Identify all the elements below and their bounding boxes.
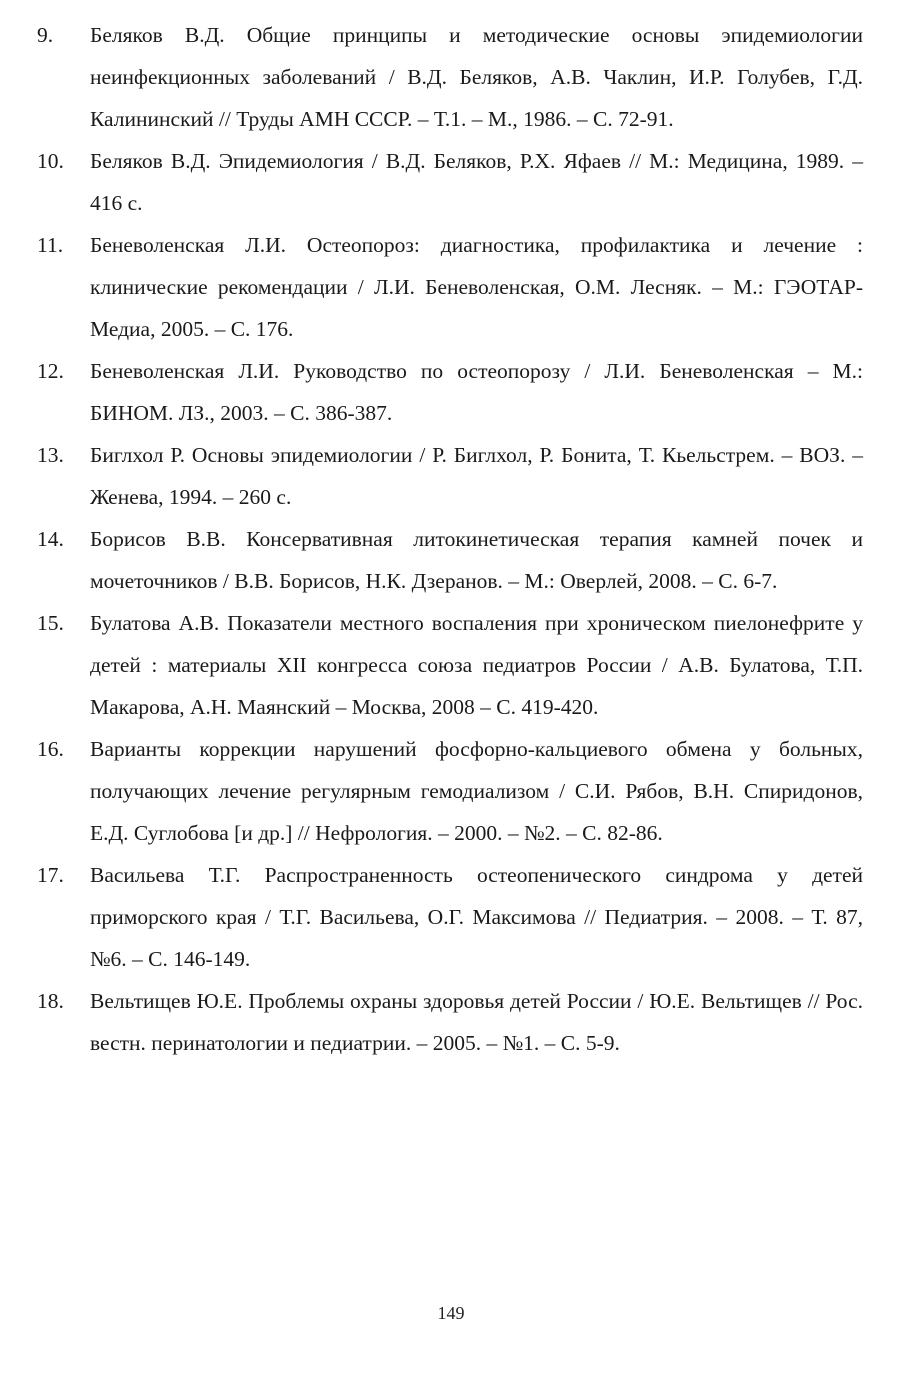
reference-item xyxy=(37,224,863,350)
reference-number: 17. xyxy=(37,863,64,887)
reference-text: Беневоленская Л.И. Остеопороз: диагностика, профилактика и лечение : клинические рекомендации / Л.И. Беневоленская, О.М. Лесняк. – М.: ГЭОТАР-Медиа, 2005. – С. 176. xyxy=(90,233,863,341)
reference-text: Варианты коррекции нарушений фосфорно-кальциевого обмена у больных, получающих лечение регулярным гемодиализом / С.И. Рябов, В.Н. Спиридонов, Е.Д. Суглобова [и др.] // Нефрология. – 2000. – №2. – С. 82-86. xyxy=(90,737,863,845)
reference-number: 10. xyxy=(37,149,64,173)
reference-item xyxy=(37,728,863,854)
reference-item xyxy=(37,14,863,140)
reference-item xyxy=(37,980,863,1064)
reference-number: 9. xyxy=(37,23,54,47)
reference-number: 13. xyxy=(37,443,64,467)
reference-text: Вельтищев Ю.Е. Проблемы охраны здоровья детей России / Ю.Е. Вельтищев // Рос. вестн. перинатологии и педиатрии. – 2005. – №1. – С. 5-9. xyxy=(90,989,863,1055)
reference-text: Беляков В.Д. Эпидемиология / В.Д. Беляков, Р.Х. Яфаев // М.: Медицина, 1989. – 416 с. xyxy=(90,149,863,215)
reference-list xyxy=(37,14,863,1064)
reference-text: Биглхол Р. Основы эпидемиологии / Р. Биглхол, Р. Бонита, Т. Кьельстрем. – ВОЗ. – Женева, 1994. – 260 с. xyxy=(90,443,863,509)
reference-number: 12. xyxy=(37,359,64,383)
reference-number: 15. xyxy=(37,611,64,635)
reference-text: Булатова А.В. Показатели местного воспаления при хроническом пиелонефрите у детей : материалы XII конгресса союза педиатров России / А.В. Булатова, Т.П. Макарова, А.Н. Маянский – Москва, 2008 – С. 419-420. xyxy=(90,611,863,719)
reference-number: 11. xyxy=(37,233,64,257)
reference-text: Васильева Т.Г. Распространенность остеопенического синдрома у детей приморского края / Т.Г. Васильева, О.Г. Максимова // Педиатрия. – 2008. – Т. 87, №6. – С. 146-149. xyxy=(90,863,863,971)
reference-text: Беневоленская Л.И. Руководство по остеопорозу / Л.И. Беневоленская – М.: БИНОМ. ЛЗ., 2003. – С. 386-387. xyxy=(90,359,863,425)
reference-number: 16. xyxy=(37,737,64,761)
reference-number: 14. xyxy=(37,527,64,551)
reference-item xyxy=(37,854,863,980)
reference-text: Борисов В.В. Консервативная литокинетическая терапия камней почек и мочеточников / В.В. Борисов, Н.К. Дзеранов. – М.: Оверлей, 2008. – С. 6-7. xyxy=(90,527,863,593)
reference-item xyxy=(37,140,863,224)
reference-number: 18. xyxy=(37,989,64,1013)
reference-item xyxy=(37,350,863,434)
reference-item xyxy=(37,602,863,728)
reference-item xyxy=(37,434,863,518)
reference-text: Беляков В.Д. Общие принципы и методические основы эпидемиологии неинфекционных заболеваний / В.Д. Беляков, А.В. Чаклин, И.Р. Голубев, Г.Д. Калининский // Труды АМН СССР. – Т.1. – М., 1986. – С. 72-91. xyxy=(90,23,863,131)
reference-item xyxy=(37,518,863,602)
page-number: 149 xyxy=(437,1303,465,1323)
